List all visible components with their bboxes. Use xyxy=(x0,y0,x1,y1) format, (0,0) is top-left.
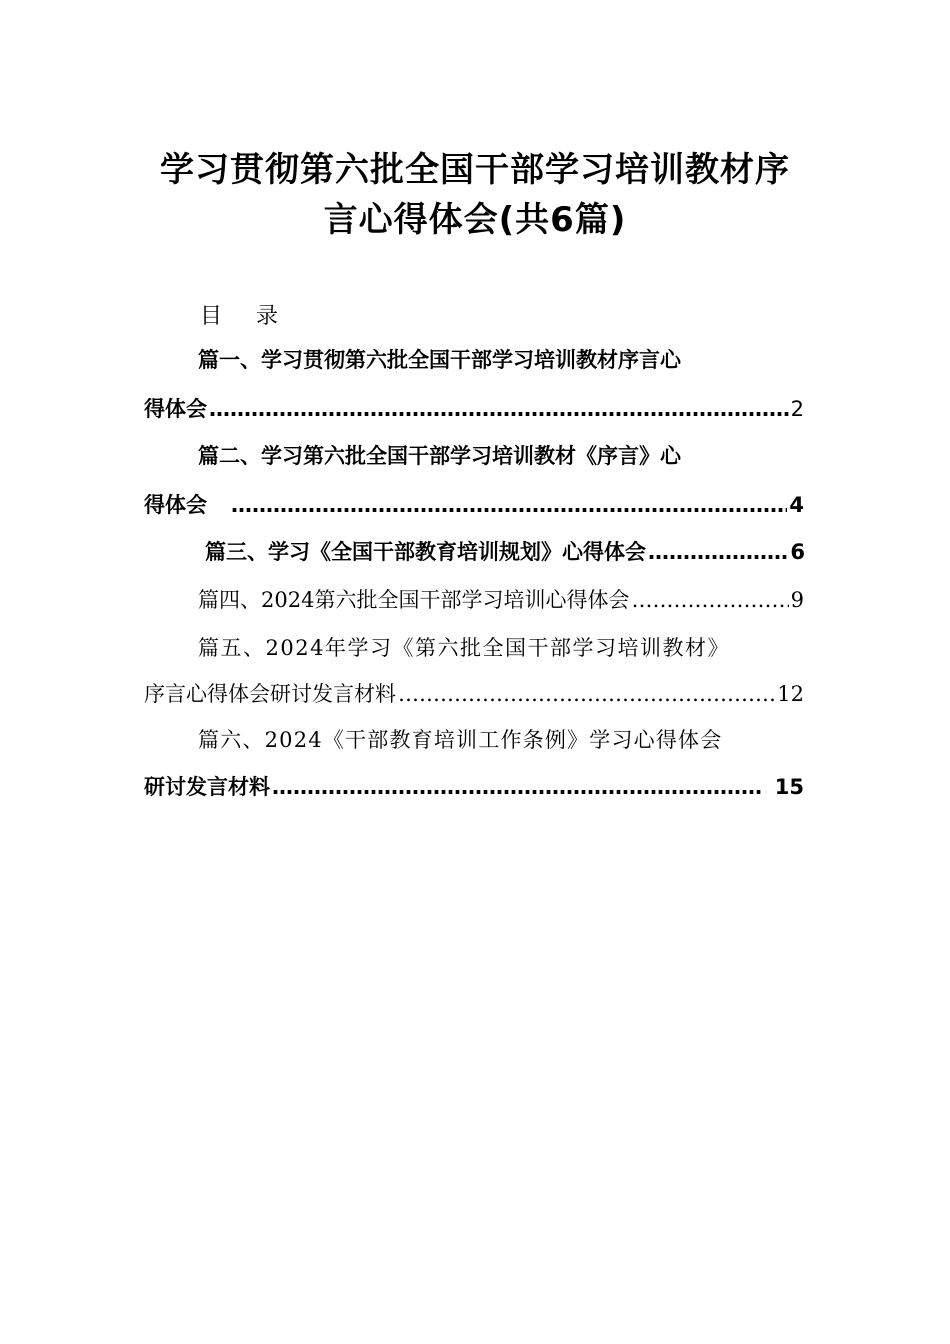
toc-leader-dots xyxy=(209,393,789,425)
toc-entry-4-text: 篇四、2024第六批全国干部学习培训心得体会 xyxy=(198,588,630,612)
toc-entry-3-page: 6 xyxy=(790,540,805,564)
toc-entry-5-page: 12 xyxy=(777,682,804,706)
toc-entry-5-line-1[interactable]: 篇五、2024年学习《第六批全国干部学习培训教材》 xyxy=(198,636,730,660)
toc-leader-dots xyxy=(648,536,788,568)
toc-leader-dots xyxy=(231,489,787,521)
toc-entry-1-line-1[interactable]: 篇一、学习贯彻第六批全国干部学习培训教材序言心 xyxy=(198,348,681,372)
document-title-line-1: 学习贯彻第六批全国干部学习培训教材序 xyxy=(160,150,790,190)
toc-leader-dots xyxy=(398,678,775,710)
toc-entry-5-line-2[interactable] xyxy=(144,678,804,710)
toc-entry-5-text: 序言心得体会研讨发言材料 xyxy=(144,682,396,706)
toc-entry-3[interactable] xyxy=(205,536,805,568)
toc-entry-2-page: 4 xyxy=(789,493,804,517)
toc-entry-2-line-1[interactable]: 篇二、学习第六批全国干部学习培训教材《序言》心 xyxy=(198,444,681,468)
toc-entry-2-line-2[interactable] xyxy=(144,489,804,521)
toc-heading-char-1: 目 xyxy=(200,304,223,329)
toc-entry-6-text: 研讨发言材料 xyxy=(144,775,270,799)
toc-entry-3-text: 篇三、学习《全国干部教育培训规划》心得体会 xyxy=(205,540,646,564)
toc-entry-4[interactable] xyxy=(198,584,804,616)
toc-leader-dots xyxy=(631,584,788,616)
toc-leader-dots xyxy=(272,771,761,803)
toc-entry-6-page: 15 xyxy=(774,775,804,799)
toc-heading xyxy=(200,300,278,334)
toc-entry-6-line-1[interactable]: 篇六、2024《干部教育培训工作条例》学习心得体会 xyxy=(198,728,723,752)
toc-heading-char-2: 录 xyxy=(256,304,279,329)
toc-entry-2-text: 得体会 xyxy=(144,493,207,517)
toc-entry-4-page: 9 xyxy=(790,588,804,612)
toc-entry-1-page: 2 xyxy=(790,397,804,421)
document-title-line-2: 言心得体会(共6篇) xyxy=(323,200,627,240)
toc-entry-6-line-2[interactable] xyxy=(144,771,804,803)
toc-entry-1-line-2[interactable] xyxy=(144,393,804,425)
toc-entry-1-text: 得体会 xyxy=(144,397,207,421)
